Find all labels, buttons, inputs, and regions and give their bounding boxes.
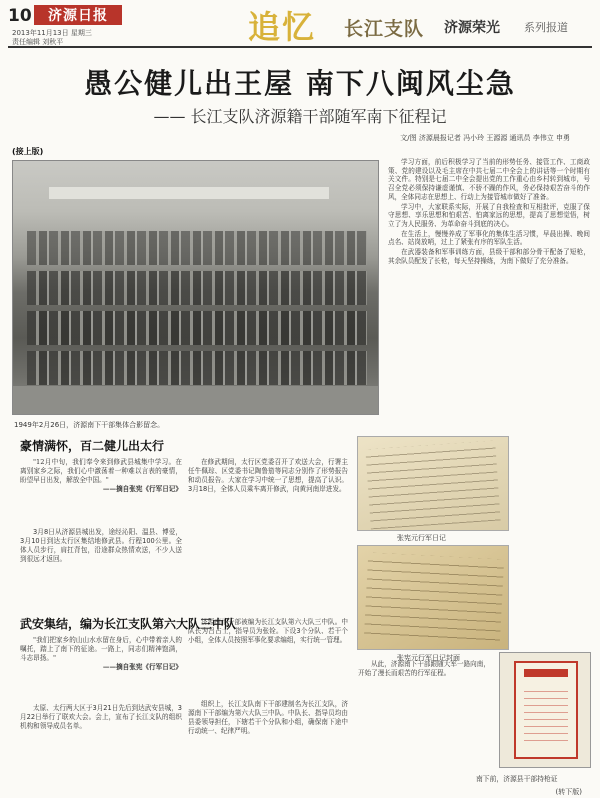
photo-people-row [27,231,367,265]
section2-body-mid: 济源南下干部被编为长江支队第六大队三中队。中队长为吕占士，指导员为张铨。下设3个分队、若干个小组，全体人员按照军事化要求编组，实行统一管理。 [188,618,348,644]
banner-series: 系列报道 [524,21,568,34]
photo-people-row [27,311,367,345]
paragraph: 学习中，大家联系实际，开展了自我检查和互相批评，克服了保守思想、享乐思想和怕艰苦、怕离家远的思想，提高了思想觉悟，树立了为人民服务、为革命奋斗到底的决心。 [388,202,590,228]
quote-source: ——摘自张宪《行军日记》 [102,662,182,671]
article-subtitle: —— 长江支队济源籍干部随军南下征程记 [153,107,447,126]
paragraph: 在生活上，慢慢养成了军事化的集体生活习惯，早晨出操、晚间点名、站岗放哨，过上了紧张有序的军队生活。 [388,229,590,247]
right-column-text [388,158,590,266]
section-heading-1: 豪情满怀，百二健儿出太行 [20,439,165,453]
paragraph: 学习方面，前后积极学习了当前的形势任务、接管工作、工商政策、党的建设以及毛主席在中共七届二中全会上的讲话等一个时期有关文件。特别是七届二中全会提出党的工作重心由乡村转到城市，号召全党必须保持谦虚谨慎、不骄不躁的作风，务必保持艰苦奋斗的作风，全体同志在思想上、行动上为接管城市做好了准备。 [388,158,590,201]
gun-permit-caption: 南下前，济源县干部持枪证 [476,775,558,783]
paragraph: 在武器装备和军事训练方面，县级干部和部分骨干配备了短枪，其余队员配发了长枪，每天坚持操练，为南下做好了充分准备。 [388,248,590,265]
handwriting-lines [364,553,504,646]
quote-text: "我们把家乡的山山水水留在身后，心中带着亲人的嘱托，踏上了南下的征途。一路上，同志们精神饱满，斗志昂扬。" [20,636,182,662]
section1-quote [20,458,182,494]
banner-subtitle: 济源荣光 [444,20,500,36]
banner-column-name: 长江支队 [344,18,425,40]
banner-big-title: 追忆 [248,8,317,46]
section2-quote [20,636,182,672]
continued-marker: (接上版) [12,147,44,156]
issue-date: 2013年11月13日 星期三 [12,29,92,37]
column-banner [248,4,600,46]
section-heading-2: 武安集结，编为长江支队第六大队三中队 [20,617,237,631]
continued-next-marker: (转下版) [555,788,582,796]
permit-frame [514,661,578,759]
editor-line: 责任编辑 刘秋平 [12,38,64,46]
issue-meta [12,29,92,47]
diary-cover-caption: 张宪元行军日记封面 [397,654,460,662]
diary-page-photo [357,436,509,531]
article-byline: 文/图 济源晨报记者 冯小玲 王源源 通讯员 李伟立 申勇 [400,134,570,142]
photo-ground [13,386,378,414]
gun-permit-photo [499,652,591,768]
photo-people-row [27,351,367,385]
quote-text: "12月中旬，我们奉令来到修武县城集中学习。在离别家乡之际，我们心中激荡着一种难以言表的豪情，盼望早日出发，解放全中国。" [20,458,182,484]
section2-body-left: 太原、太行两大区于3月21日先后到达武安县城，3月22日举行了联欢大会。会上，宣布了长江支队的组织机构和领导成员名单。 [20,704,182,730]
page-number: 10 [8,6,32,26]
section2-body-mid2: 组织上，长江支队南下干部建制名为长江支队，济源南下干部编为第六大队三中队。中队长、指导员均由县委领导担任，下辖若干个分队和小组，确保南下途中行动统一、纪律严明。 [188,700,348,735]
group-photo-caption: 1949年2月26日，济源南下干部集体合影留念。 [14,421,165,429]
handwriting-lines [365,441,500,530]
group-photo [12,160,379,415]
section1-body-left: 3月8日从济源县城出发，途经沁阳、温县、博爱，3月10日到达太行区集结地修武县。行程100公里。全体人员步行，肩扛背包，沿途群众热情欢送，不少人送到很远才返回。 [20,528,182,563]
diary-page-caption: 张宪元行军日记 [397,534,446,542]
header-rule [8,46,592,48]
section2-body-right: 从此，济源南下干部跟随大军一路向南，开始了漫长而艰苦的行军征程。 [358,660,490,677]
page-header [0,0,600,52]
photo-people-row [27,271,367,305]
diary-cover-photo [357,545,509,650]
paper-logo: 济源日报 [34,5,122,25]
section1-body-mid: 在修武期间，太行区党委召开了欢送大会，行署主任牛佩琮、区党委书记陶鲁笳等同志分别作了形势报告和动员报告。大家在学习中统一了思想，提高了认识。3月18日，全体人员乘车离开修武，向黄河南岸进发。 [188,458,348,493]
article-title: 愚公健儿出王屋 南下八闽风尘急 [84,67,516,100]
photo-banner-shape [49,187,329,199]
quote-source: ——摘自张宪《行军日记》 [102,484,182,493]
